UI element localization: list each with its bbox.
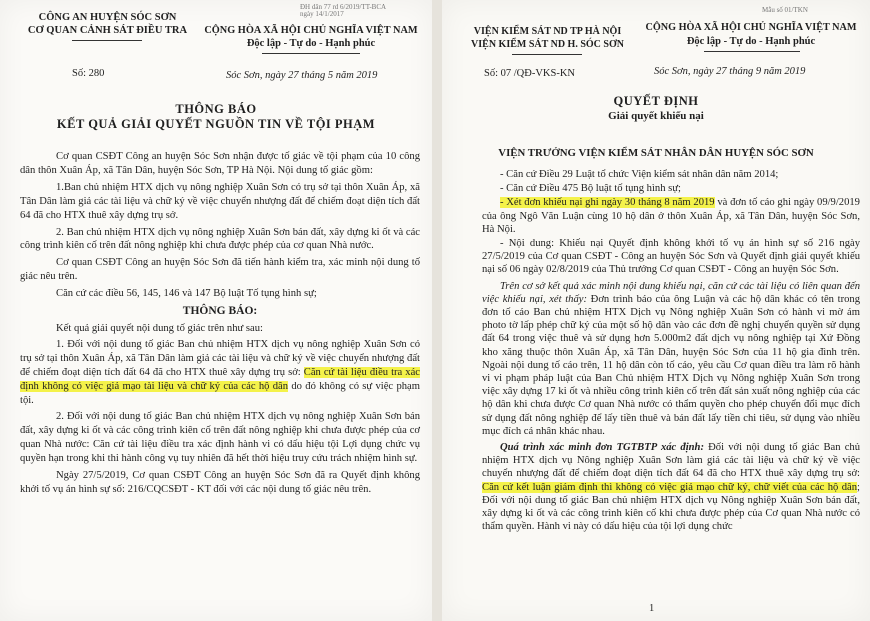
left-paragraph-result-1 <box>20 338 420 408</box>
left-motto: Độc lập - Tự do - Hạnh phúc <box>246 38 376 49</box>
left-paragraph-decision: Ngày 27/5/2019, Cơ quan CSĐT Công an huyện Sóc Sơn đã ra Quyết định không khởi tố vụ án hình sự số: 216/CQCSĐT - KT đối với các nội dung tố giác nêu trên. <box>20 470 420 495</box>
left-document-page <box>0 0 432 621</box>
right-issuing-authority: VIỆN TRƯỞNG VIỆN KIỂM SÁT NHÂN DÂN HUYỆN SÓC SƠN <box>498 147 814 159</box>
right-agency-line-2: VIỆN KIỂM SÁT ND H. SÓC SƠN <box>471 39 624 50</box>
left-result-1-highlight: Căn cứ tài liệu điều tra xác định không có việc giả mạo tài liệu và chữ ký của các hộ dân <box>20 366 420 392</box>
left-paragraph-item-1: 1.Ban chủ nhiệm HTX dịch vụ nông nghiệp Xuân Sơn có trụ sở tại thôn Xuân Áp, xã Tân Dân làm giả các tài liệu và chữ ký về việc chuyển nhượng đất để chiếm đoạt diện tích đất 64 đã cho HTX thuê xây dựng trụ sở. <box>20 181 420 221</box>
right-complaint-reference <box>482 196 860 236</box>
left-document-number: Số: 280 <box>72 68 105 79</box>
right-findings-lead: Trên cơ sở kết quả xác minh nội dung khiếu nại, căn cứ các tài liệu có liên quan đến việc khiếu nại, xét thấy: <box>482 280 860 305</box>
right-body <box>482 168 860 534</box>
right-verification-lead: Quá trình xác minh đơn TGTBTP xác định: <box>500 442 704 454</box>
left-section-heading: THÔNG BÁO: <box>182 305 258 318</box>
right-motto-underline <box>704 51 800 52</box>
right-document-number: Số: 07 /QĐ-VKS-KN <box>484 68 576 79</box>
right-agency-underline <box>512 54 582 55</box>
left-subtitle: KẾT QUẢ GIẢI QUYẾT NGUỒN TIN VỀ TỘI PHẠM <box>56 117 376 131</box>
left-paragraph-legal-basis: Căn cứ các điều 56, 145, 146 và 147 Bộ luật Tố tụng hình sự; <box>56 288 317 300</box>
left-paragraph-item-2: 2. Ban chủ nhiệm HTX dịch vụ nông nghiệp Xuân Sơn bán đất, xây dựng ki ốt và các công trình kiên cố trên đất nông nghiệp khi chưa được phép của cơ quan Nhà nước. <box>20 226 420 252</box>
right-title: QUYẾT ĐỊNH <box>613 94 699 108</box>
left-body <box>20 150 420 498</box>
right-verification-tail: ; Đối với nội dung tố giác Ban chủ nhiệm HTX dịch vụ Nông nghiệp Xuân Sơn bán đất, xây dựng ki ốt và các công trình kiên cố khi chưa được phép của Cơ quan Nhà nước có thẩm quyền. Hành vi này có dấu hiệu của tội lợi dụng chức <box>482 481 860 533</box>
right-legal-basis-1: - Căn cứ Điều 29 Luật tổ chức Viện kiểm sát nhân dân năm 2014; <box>500 169 779 180</box>
right-document-page <box>442 0 870 621</box>
right-verification-highlight: Căn cứ kết luận giám định thì không có việc giả mạo chữ ký, chữ viết của các hộ dân <box>482 481 858 493</box>
right-complaint-content: - Nội dung: Khiếu nại Quyết định không khởi tố vụ án hình sự số 216 ngày 27/5/2019 của Cơ quan CSĐT - Công an huyện Sóc Sơn và Quyết định giải quyết khiếu nại số 06 ngày 02/8/2019 của Thủ trưởng Cơ quan CSĐT - Công an huyện Sóc Sơn. <box>482 238 860 276</box>
left-nation-name: CỘNG HÒA XÃ HỘI CHỦ NGHĨA VIỆT NAM <box>204 25 418 36</box>
right-verification-text: Đối với nội dung tố giác Ban chủ nhiệm HTX dịch vụ Nông nghiệp Xuân Sơn làm giả các tài liệu và chữ ký về việc chuyển nhượng đất để chiếm đoạt diện tích đất 64 đã cho HTX thuê xây dựng trụ sở: <box>482 442 860 480</box>
right-legal-basis-2: - Căn cứ Điều 475 Bộ luật tố tụng hình sự; <box>500 183 681 195</box>
left-paragraph-verify: Cơ quan CSĐT Công an huyện Sóc Sơn đã tiến hành kiểm tra, xác minh nội dung tố giác nêu trên. <box>20 257 420 283</box>
left-title: THÔNG BÁO <box>175 102 257 116</box>
right-verification-paragraph <box>482 441 860 533</box>
left-agency-underline <box>72 40 142 41</box>
right-agency-line-1: VIỆN KIỂM SÁT ND TP HÀ NỘI <box>473 26 622 37</box>
right-complaint-highlight: - Xét đơn khiếu nại ghi ngày 30 tháng 8 năm 2019 <box>500 197 715 209</box>
page-gutter <box>432 0 442 621</box>
left-result-1-tail: do đó không có sự việc phạm tội. <box>20 380 420 406</box>
left-agency-line-2: CƠ QUAN CẢNH SÁT ĐIỀU TRA <box>27 25 188 36</box>
left-paragraph-result: Kết quả giải quyết nội dung tố giác trên như sau: <box>56 322 263 334</box>
right-document-date: Sóc Sơn, ngày 27 tháng 9 năm 2019 <box>654 66 806 77</box>
left-paragraph-result-2: 2. Đối với nội dung tố giác Ban chủ nhiệm HTX dịch vụ nông nghiệp Xuân Sơn bán đất, xây dựng ki ốt và các công trình kiên cố trên đất nông nghiệp khi chưa được phép của cơ quan Nhà nước: Căn cứ tài liệu điều tra xác định hành vi có dấu hiệu tội Lợi dụng chức vụ quyền hạn trong khi thi hành công vụ tuy nhiên đã hết thời hiệu truy cứu trách nhiệm hình sự. <box>20 411 420 465</box>
left-stamp: ĐH dân 77 rd 6/2019/TT-BCA ngày 14/1/2017 <box>300 3 387 18</box>
right-page-number: 1 <box>649 603 655 614</box>
right-subtitle: Giải quyết khiếu nại <box>608 110 704 122</box>
right-findings-paragraph <box>482 280 860 438</box>
right-nation-name: CỘNG HÒA XÃ HỘI CHỦ NGHĨA VIỆT NAM <box>645 22 857 33</box>
right-complaint-text: và đơn tố cáo ghi ngày 09/9/2019 của ông Ngô Văn Luận cùng 10 hộ dân ở thôn Xuân Áp, xã Tân Dân, huyện Sóc Sơn, Hà Nội. <box>482 197 860 235</box>
left-motto-underline <box>262 53 360 54</box>
left-document-date: Sóc Sơn, ngày 27 tháng 5 năm 2019 <box>226 70 378 81</box>
right-stamp: Mẫu số 01/TKN <box>762 6 808 14</box>
right-motto: Độc lập - Tự do - Hạnh phúc <box>686 36 816 47</box>
left-paragraph-intro: Cơ quan CSĐT Công an huyện Sóc Sơn nhận được tố giác về tội phạm của 10 công dân thôn Xuân Áp, xã Tân Dân, huyện Sóc Sơn, TP Hà Nội. Nội dung tố giác gồm: <box>20 151 420 176</box>
left-agency-line-1: CÔNG AN HUYỆN SÓC SƠN <box>38 12 177 23</box>
left-result-1-text: 1. Đối với nội dung tố giác Ban chủ nhiệm HTX dịch vụ nông nghiệp Xuân Sơn có trụ sở tại thôn Xuân Áp, xã Tân Dân làm giả các tài liệu và chữ ký về việc chuyển nhượng đất để chiếm đoạt diện tích đất 64 đã cho HTX thuê xây dựng trụ sở: <box>20 338 420 378</box>
right-findings-text: Đơn trình báo của ông Luận và các hộ dân khác có tên trong đơn tố cáo Ban chủ nhiệm HTX Dịch vụ Nông nghiệp Xuân Sơn có hành vi mờ ám photo tờ lấp phép chữ ký của một số hộ dân vào các đơn đề nghị chuyển quyền sử dụng đất 64 trong việc thuê và sử dụng hơn 5.000m2 đất dịch vụ nông nghiệp tại Xứ Đồng kho xăng thuộc thôn Xuân Áp, xã Tân Dân, huyện Sóc Sơn của 11 hộ gia đình trên. Ngoài nội dung tố cáo trên, 11 hộ dân còn tố cáo, yêu cầu Cơ quan điều tra làm rõ hành vi vi phạm pháp luật của Ban Chủ nhiệm HTX Dịch vụ Nông nghiệp Xuân Sơn trong việc xây dựng 17 ki ốt và nhiều công trình kiên cố trên đất sản xuất nông nghiệp của các hộ dân khi chưa được Cơ quan Nhà nước có thẩm quyền cho phép chuyển đổi mục đích sử dụng đất nông nghiệp để lấy tiền thuê và bán đất lấy tiền chi tiêu, sử dụng vào nhiều mục đích cá nhân khác nhau. <box>482 293 860 437</box>
